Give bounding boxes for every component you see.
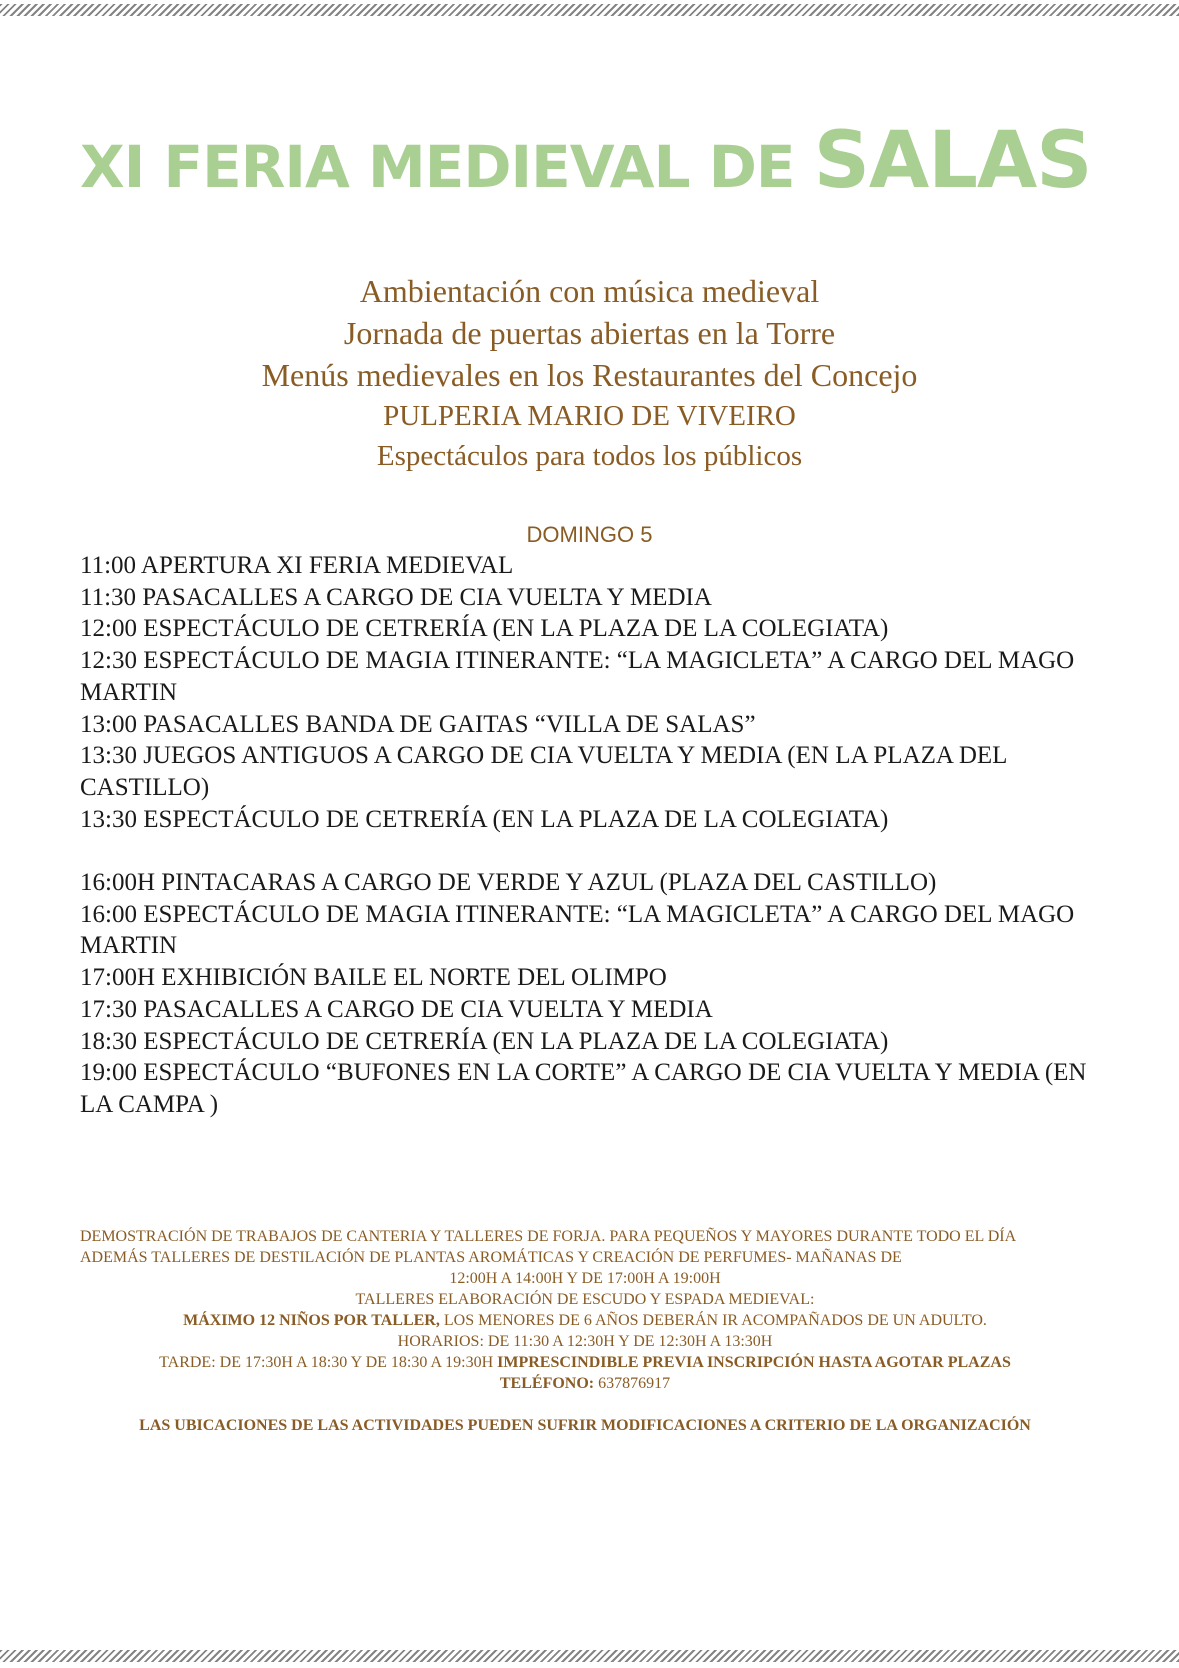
intro-line: Jornada de puertas abiertas en la Torre: [343, 315, 836, 351]
schedule-item: 17:30 PASACALLES A CARGO DE CIA VUELTA Y MEDIA: [80, 995, 713, 1023]
note-line: HORARIOS: DE 11:30 A 12:30H Y DE 12:30H A 13:30H: [397, 1333, 773, 1350]
final-note: LAS UBICACIONES DE LAS ACTIVIDADES PUEDEN SUFRIR MODIFICACIONES A CRITERIO DE LA ORGANIZACIÓN: [139, 1417, 1031, 1434]
intro-line: Menús medievales en los Restaurantes del Concejo: [261, 357, 918, 393]
note-line: [80, 1352, 1090, 1373]
note-bold: MÁXIMO 12 NIÑOS POR TALLER,: [183, 1312, 440, 1329]
phone-label: TELÉFONO:: [499, 1375, 595, 1392]
schedule-item: 13:30 ESPECTÁCULO DE CETRERÍA (EN LA PLAZA DE LA COLEGIATA): [80, 805, 889, 833]
schedule-item: 13:30 JUEGOS ANTIGUOS A CARGO DE CIA VUELTA Y MEDIA (EN LA PLAZA DEL CASTILLO): [80, 742, 1007, 801]
note-line: [80, 1310, 1090, 1331]
schedule-item: 18:30 ESPECTÁCULO DE CETRERÍA (EN LA PLAZA DE LA COLEGIATA): [80, 1027, 889, 1055]
note-text: TARDE: DE 17:30H A 18:30 Y DE 18:30 A 19:30H: [159, 1354, 498, 1371]
schedule-item: 11:30 PASACALLES A CARGO DE CIA VUELTA Y MEDIA: [80, 583, 712, 611]
intro-block: [0, 270, 1179, 476]
note-line: TALLERES ELABORACIÓN DE ESCUDO Y ESPADA MEDIEVAL:: [355, 1291, 815, 1308]
schedule-item: 11:00 APERTURA XI FERIA MEDIEVAL: [80, 552, 514, 579]
schedule-item: 19:00 ESPECTÁCULO “BUFONES EN LA CORTE” A CARGO DE CIA VUELTA Y MEDIA (EN LA CAMPA ): [80, 1059, 1087, 1118]
schedule-item: 12:30 ESPECTÁCULO DE MAGIA ITINERANTE: “LA MAGICLETA” A CARGO DEL MAGO MARTIN: [80, 647, 1075, 706]
note-bold: IMPRESCINDIBLE PREVIA INSCRIPCIÓN HASTA AGOTAR PLAZAS: [497, 1354, 1011, 1371]
schedule-item: 16:00H PINTACARAS A CARGO DE VERDE Y AZUL (PLAZA DEL CASTILLO): [80, 869, 937, 897]
schedule-item: 12:00 ESPECTÁCULO DE CETRERÍA (EN LA PLAZA DE LA COLEGIATA): [80, 615, 889, 643]
day-heading: DOMINGO 5: [526, 522, 653, 547]
schedule-item: 13:00 PASACALLES BANDA DE GAITAS “VILLA DE SALAS”: [80, 710, 756, 738]
notes-block: [80, 1226, 1090, 1436]
note-phone: [80, 1373, 1090, 1394]
title-main: XI FERIA MEDIEVAL DE: [80, 133, 814, 201]
schedule-item: 17:00H EXHIBICIÓN BAILE EL NORTE DEL OLIMPO: [80, 964, 667, 992]
decorative-border-bottom: [0, 1650, 1179, 1662]
title-emphasis: SALAS: [813, 116, 1092, 206]
note-text: LOS MENORES DE 6 AÑOS DEBERÁN IR ACOMPAÑADOS DE UN ADULTO.: [439, 1312, 987, 1329]
schedule-list: [80, 550, 1090, 1121]
schedule-spacer: [80, 835, 1090, 867]
decorative-border-top: [0, 4, 1179, 16]
phone-number: 637876917: [594, 1375, 671, 1392]
intro-line: Espectáculos para todos los públicos: [376, 440, 803, 472]
intro-line: Ambientación con música medieval: [359, 273, 820, 309]
note-line: DEMOSTRACIÓN DE TRABAJOS DE CANTERIA Y TALLERES DE FORJA. PARA PEQUEÑOS Y MAYORES DURANTE TODO EL DÍA: [80, 1228, 1017, 1245]
page-title: [80, 116, 1120, 206]
note-line: ADEMÁS TALLERES DE DESTILACIÓN DE PLANTAS AROMÁTICAS Y CREACIÓN DE PERFUMES- MAÑANAS DE: [80, 1249, 902, 1266]
note-line: 12:00H A 14:00H Y DE 17:00H A 19:00H: [449, 1270, 721, 1287]
schedule-item: 16:00 ESPECTÁCULO DE MAGIA ITINERANTE: “LA MAGICLETA” A CARGO DEL MAGO MARTIN: [80, 900, 1075, 960]
intro-line: PULPERIA MARIO DE VIVEIRO: [383, 400, 796, 432]
